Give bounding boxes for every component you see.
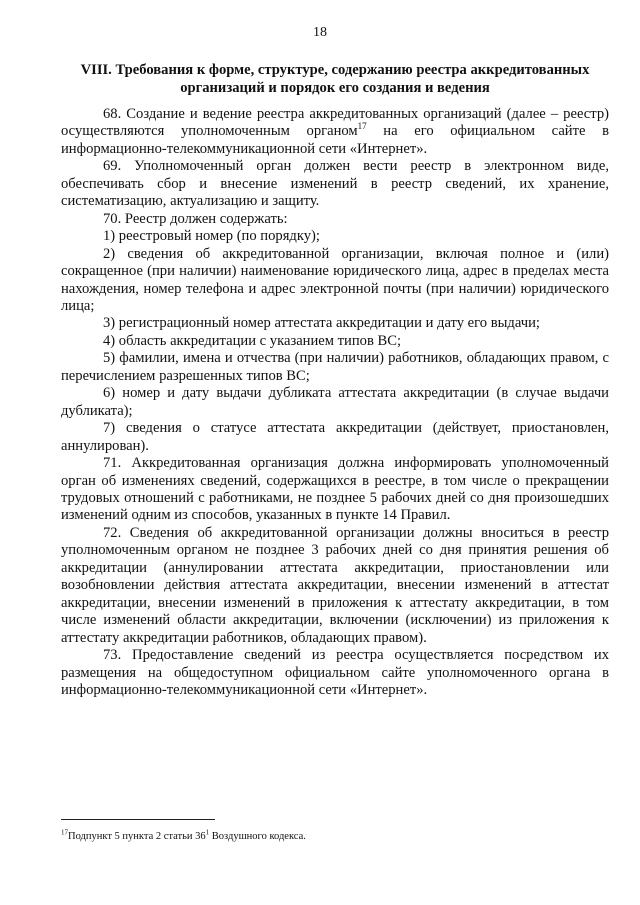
paragraph-73: 73. Предоставление сведений из реестра осуществляется посредством их размещения на общедоступном официальном сайте уполномоченного органа в информационно-телекоммуникационной сети «Интернет». bbox=[61, 647, 609, 698]
footnote-text-b: Воздушного кодекса. bbox=[209, 831, 306, 842]
page-number: 18 bbox=[313, 25, 327, 40]
paragraph-68 bbox=[61, 106, 609, 158]
paragraph-69: 69. Уполномоченный орган должен вести реестр в электронном виде, обеспечивать сбор и внесение изменений в реестр сведений, их хранение, систематизацию, актуализацию и защиту. bbox=[61, 158, 609, 210]
list-item-70-1: 1) реестровый номер (по порядку); bbox=[103, 228, 320, 245]
paragraph-71: 71. Аккредитованная организация должна информировать уполномоченный орган об изменениях сведений, содержащихся в реестре, в том числе о прекращении трудовых отношений с работниками, не позднее 5 рабочих дней со дня произошедших изменений одним из способов, указанных в пункте 14 Правил. bbox=[61, 455, 609, 524]
list-item-70-6: 6) номер и дату выдачи дубликата аттестата аккредитации (в случае выдачи дубликата); bbox=[61, 385, 609, 419]
footnote-reference: 17 bbox=[357, 121, 367, 132]
footnote-superscript: 1 bbox=[205, 828, 210, 837]
paragraph-72: 72. Сведения об аккредитованной организации должны вноситься в реестр уполномоченным органом не позднее 3 рабочих дней со дня принятия решения об аккредитации (аннулировании аттестата аккредитации, приостановлении или возобновлении действия аттестата аккредитации, внесении изменений в аттестат аккредитации, внесении изменений в приложения к аттестату аккредитации, в том числе изменений области аккредитации, включении (исключении) из приложения к аттестату аккредитации работников, обладающих правом). bbox=[61, 524, 609, 646]
footnote-text-a: Подпункт 5 пункта 2 статьи 36 bbox=[68, 831, 206, 842]
section-heading bbox=[60, 62, 610, 97]
paragraph-70: 70. Реестр должен содержать: bbox=[103, 210, 288, 227]
document-body bbox=[61, 106, 609, 699]
paragraph-68-text-a: 68. Создание и ведение реестра аккредитованных организаций (далее – реестр) осуществляются уполномоченным органом bbox=[61, 106, 609, 140]
list-item-70-3: 3) регистрационный номер аттестата аккредитации и дату его выдачи; bbox=[103, 315, 540, 332]
paragraph-68-text-b: на его официальном сайте в информационно-телекоммуникационной сети «Интернет». bbox=[61, 123, 609, 157]
list-item-70-2: 2) сведения об аккредитованной организации, включая полное и (или) сокращенное (при наличии) наименование юридического лица, адрес в пределах места нахождения, номер телефона и адрес электронной почты (при наличии) юридического лица; bbox=[61, 245, 609, 314]
footnote-marker: 17 bbox=[61, 828, 68, 837]
list-item-70-7: 7) сведения о статусе аттестата аккредитации (действует, приостановлен, аннулирован). bbox=[61, 420, 609, 454]
footnote bbox=[61, 830, 609, 843]
section-heading-line-1: VIII. Требования к форме, структуре, содержанию реестра аккредитованных bbox=[80, 62, 590, 78]
list-item-70-5: 5) фамилии, имена и отчества (при наличии) работников, обладающих правом, с перечислением разрешенных типов ВС; bbox=[61, 350, 609, 384]
list-item-70-4: 4) область аккредитации с указанием типов ВС; bbox=[103, 332, 402, 349]
section-heading-line-2: организаций и порядок его создания и ведения bbox=[180, 79, 490, 96]
footnote-divider bbox=[61, 819, 215, 820]
